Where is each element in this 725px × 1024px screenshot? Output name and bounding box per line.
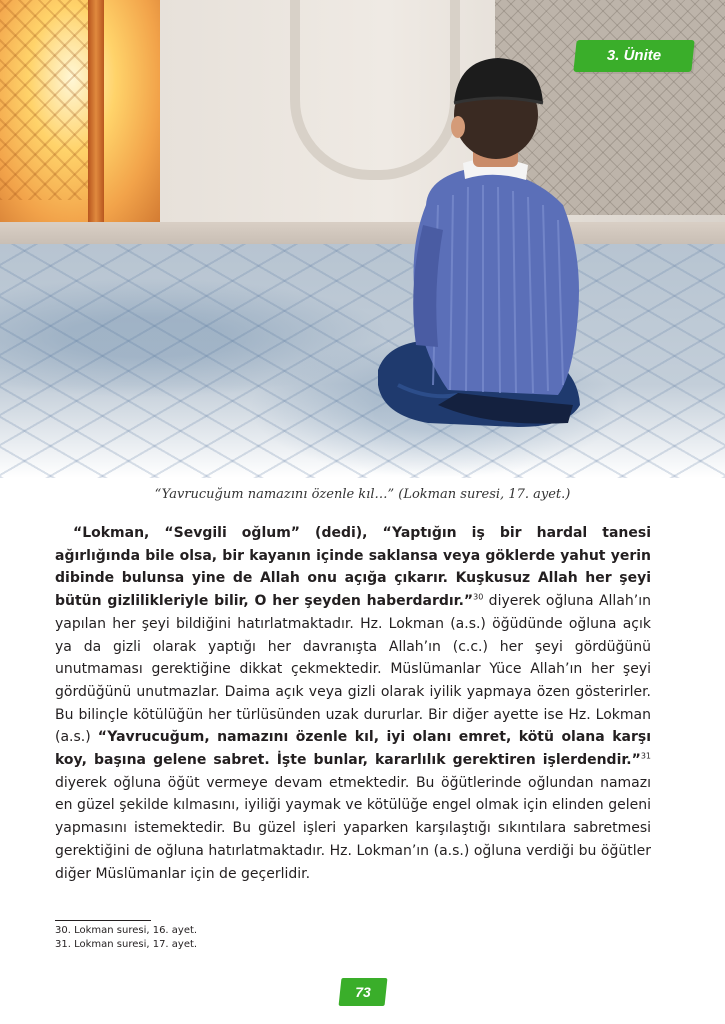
patterned-carpet — [0, 244, 725, 478]
main-paragraph — [55, 522, 651, 885]
footnotes — [55, 924, 197, 952]
paragraph-text-2: diyerek oğluna öğüt vermeye devam etmektedir. Bu öğütlerinde oğlundan namazı en güzel şekilde kılmasını, iyiliği yaymak ve kötülüğe engel olmak için elinden geleni yapmasını istemektedir. Bu güzel işleri yaparken karşılaştığı sıkıntılara sabretmesi gerektiğini de oğluna hatırlatmaktadır. Hz. Lokman’ın (a.s.) oğluna verdiği bu öğütler diğer Müslümanlar için de geçerlidir. — [55, 774, 651, 882]
unit-badge — [573, 40, 694, 72]
footnote-31: 31. Lokman suresi, 17. ayet. — [55, 939, 198, 950]
unit-label: 3. Ünite — [606, 47, 662, 64]
verse-quote-16: “Lokman, “Sevgili oğlum” (dedi), “Yaptığın iş bir hardal tanesi ağırlığında bile olsa, bir kayanın içinde saklansa veya göklerde yahut yerin dibinde bulunsa yine de Allah onu açığa çıkarır. Kuşkusuz Allah her şeyi bütün gizlilikleriyle bilir, O her şeyden haberdardır.” — [55, 525, 651, 610]
sunlit-window — [0, 0, 160, 225]
floor-step — [0, 222, 725, 244]
photo-caption: “Yavrucuğum namazını özenle kıl…” (Lokman suresi, 17. ayet.) — [154, 487, 571, 502]
praying-boy-illustration — [368, 55, 588, 435]
page-number: 73 — [355, 984, 371, 1000]
footnote-30: 30. Lokman suresi, 16. ayet. — [55, 925, 198, 936]
footnote-ref-30: 30 — [473, 592, 484, 602]
paragraph-text-1: diyerek oğluna Allah’ın yapılan her şeyi bildiğini hatırlatmaktadır. Hz. Lokman (a.s.) öğüdünde oğluna açık ya da gizli olarak yaptığı her davranışta Allah’ın (c.c.) her şeyi gördüğünü unutmaması gerektiğine dikkat çekmektedir. Müslümanlar Yüce Allah’ın her şeyi gördüğünü unutmazlar. Daima açık veya gizli olarak iyilik yapmaya özen gösterirler. Bu bilinçle kötülüğün her türlüsünden uzak dururlar. Bir diğer ayette ise Hz. Lokman (a.s.) — [55, 593, 651, 746]
page-number-badge — [339, 978, 388, 1006]
header-photo — [0, 0, 725, 478]
footnote-ref-31: 31 — [640, 751, 651, 761]
verse-quote-17: “Yavrucuğum, namazını özenle kıl, iyi olanı emret, kötü olana karşı koy, başına gelene sabret. İşte bunlar, kararlılık gerektiren işlerdendir.” — [55, 729, 651, 769]
footnote-divider — [55, 920, 151, 921]
